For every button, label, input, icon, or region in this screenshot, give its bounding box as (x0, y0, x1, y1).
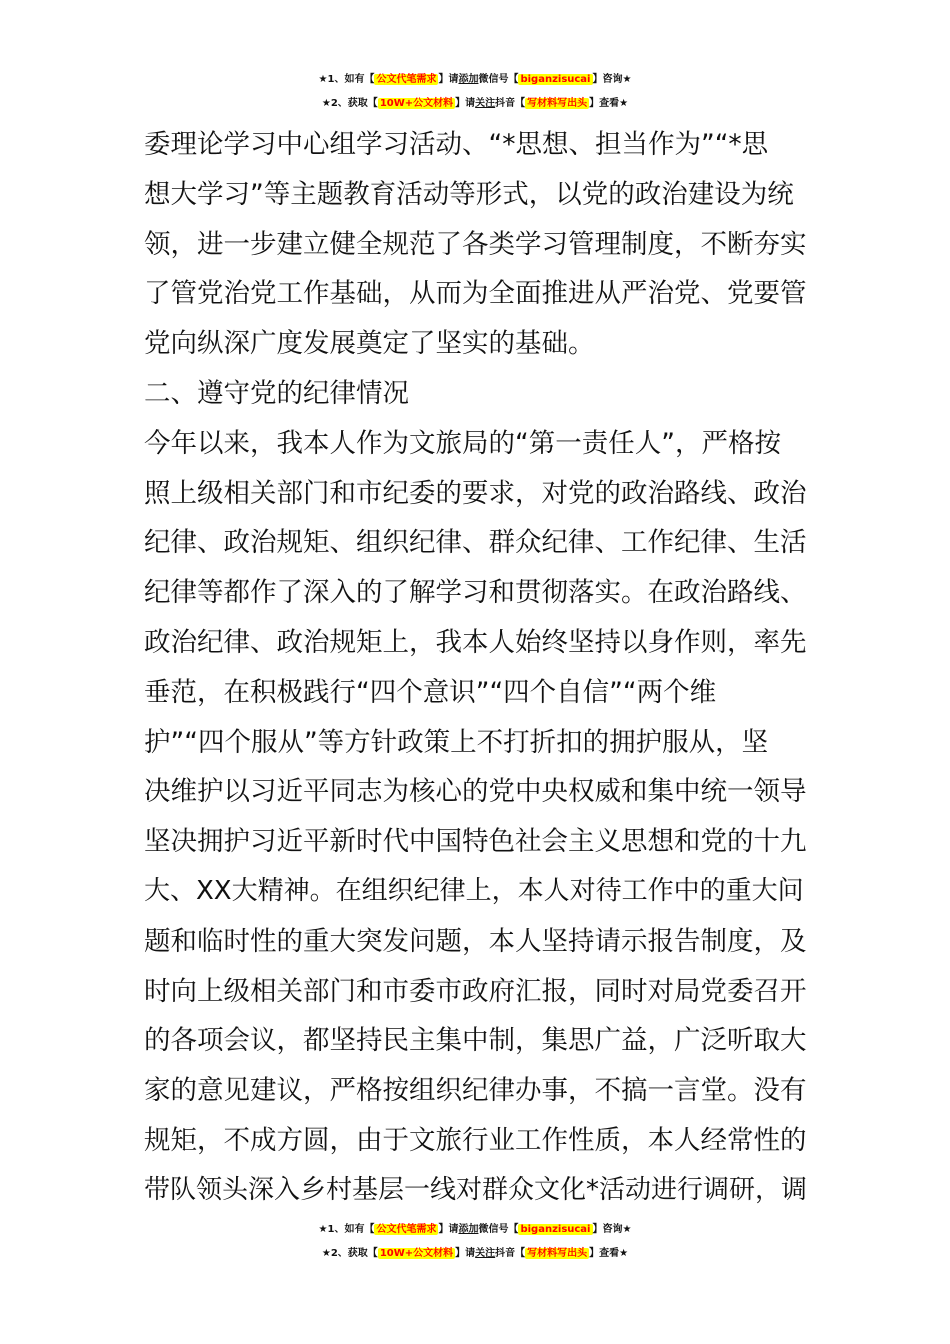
banner-highlight: 10W+公文材料 (379, 98, 454, 109)
text-line: 坚决拥护习近平新时代中国特色社会主义思想和党的十九 (144, 826, 807, 858)
text-line: 想大学习”等主题教育活动等形式，以党的政治建设为统 (144, 178, 794, 210)
banner-highlight: 写材料写出头 (527, 1248, 588, 1259)
banner-line-2 (0, 92, 950, 116)
banner-text: 】请 (455, 1248, 476, 1259)
text-line: 党向纵深广度发展奠定了坚实的基础。 (144, 328, 595, 360)
banner-underlined: 关注 (475, 1248, 496, 1259)
text-line: 大、XX大精神。在组织纪律上，本人对待工作中的重大问 (144, 875, 804, 906)
banner-text: 】查看★ (589, 1248, 629, 1259)
banner-text: 】咨询★ (592, 1224, 632, 1235)
document-body (144, 120, 809, 1216)
text-line: 今年以来，我本人作为文旅局的“第一责任人”，严格按 (144, 427, 781, 459)
banner-text: ★2、获取【 (321, 1248, 378, 1259)
banner-text: 抖音【 (495, 98, 526, 109)
text-line: 纪律等都作了深入的了解学习和贯彻落实。在政治路线、 (144, 577, 807, 609)
text-line: 二、遵守党的纪律情况 (144, 377, 409, 409)
banner-line-1 (0, 68, 950, 92)
text-line: 领，进一步建立健全规范了各类学习管理制度，不断夯实 (144, 228, 807, 260)
banner-highlight: biganzisucai (520, 1224, 591, 1235)
text-line: 的各项会议，都坚持民主集中制，集思广益，广泛听取大 (144, 1025, 807, 1057)
banner-text: ★1、如有【 (318, 1224, 375, 1235)
banner-line-1 (0, 1218, 950, 1242)
banner-underlined: 添加 (458, 74, 479, 85)
banner-highlight: 10W+公文材料 (379, 1248, 454, 1259)
banner-underlined: 添加 (458, 1224, 479, 1235)
text-line: 护”“四个服从”等方针政策上不打折扣的拥护服从，坚 (144, 726, 769, 758)
banner-line-2 (0, 1242, 950, 1266)
text-line: 政治纪律、政治规矩上，我本人始终坚持以身作则，率先 (144, 626, 807, 658)
text-line: 委理论学习中心组学习活动、“*思想、担当作为”“*思 (144, 129, 769, 160)
text-line: 规矩，不成方圆，由于文旅行业工作性质，本人经常性的 (144, 1124, 807, 1156)
text-line: 照上级相关部门和市纪委的要求，对党的政治路线、政治 (144, 477, 807, 509)
banner-text: 】请 (438, 74, 459, 85)
banner-highlight: biganzisucai (520, 74, 591, 85)
text-line: 家的意见建议，严格按组织纪律办事，不搞一言堂。没有 (144, 1075, 807, 1107)
text-line: 时向上级相关部门和市委市政府汇报，同时对局党委召开 (144, 975, 807, 1007)
banner-text: 】咨询★ (592, 74, 632, 85)
text-line: 决维护以习近平同志为核心的党中央权威和集中统一领导 (144, 776, 807, 808)
banner-text: ★2、获取【 (321, 98, 378, 109)
banner-text: 】请 (455, 98, 476, 109)
banner-highlight: 公文代笔需求 (376, 74, 437, 85)
header-banner (0, 68, 950, 116)
banner-text: 抖音【 (495, 1248, 526, 1259)
text-line: 题和临时性的重大突发问题，本人坚持请示报告制度，及 (144, 925, 807, 957)
text-line: 纪律、政治规矩、组织纪律、群众纪律、工作纪律、生活 (144, 527, 807, 559)
banner-text: ★1、如有【 (318, 74, 375, 85)
banner-text: 】请 (438, 1224, 459, 1235)
text-line: 垂范，在积极践行“四个意识”“四个自信”“两个维 (144, 676, 717, 708)
banner-underlined: 关注 (475, 98, 496, 109)
text-line: 了管党治党工作基础，从而为全面推进从严治党、党要管 (144, 278, 807, 310)
banner-text: 微信号【 (478, 1224, 519, 1235)
banner-text: 】查看★ (589, 98, 629, 109)
banner-highlight: 写材料写出头 (527, 98, 588, 109)
banner-highlight: 公文代笔需求 (376, 1224, 437, 1235)
footer-banner (0, 1218, 950, 1266)
text-line: 带队领头深入乡村基层一线对群众文化*活动进行调研，调 (144, 1174, 808, 1205)
banner-text: 微信号【 (478, 74, 519, 85)
